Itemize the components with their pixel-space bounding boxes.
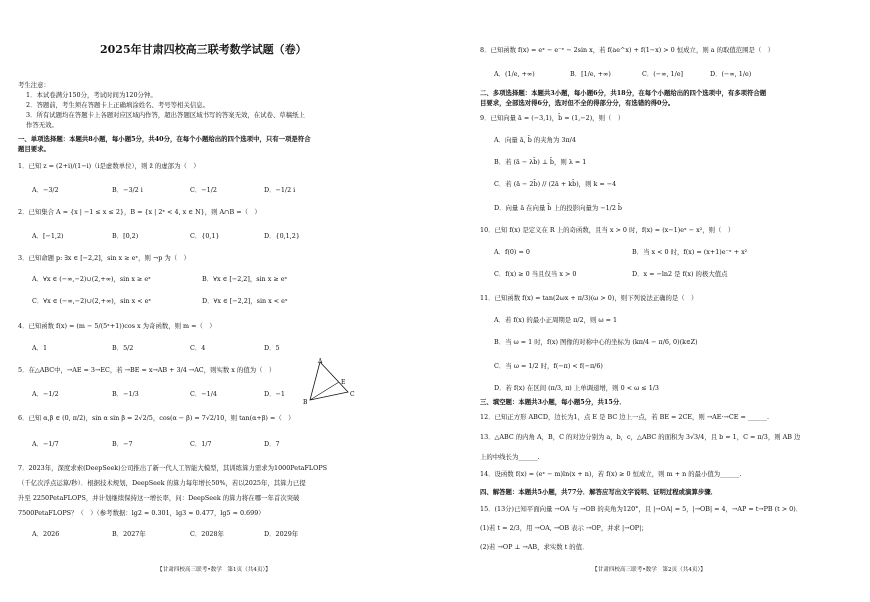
- notice-heading: 考生注意：: [18, 81, 50, 89]
- triangle-figure: [302, 358, 362, 406]
- question-15-part-1: (1)若 t = 2/3，用 →OA, →OB 表示 →OP，并求 |→OP|；: [480, 524, 648, 532]
- question-2-stem: 2．已知集合 A = {x | −1 ≤ x ≤ 2}，B = {x | 2ˣ < 4, x ∈ N}，则 A∩B =（ ）: [18, 208, 261, 216]
- question-12: 12．已知正方形 ABCD，边长为1，点 E 是 BC 边上一点，若 BE = 2CE，则 →AE·→CE = ______.: [480, 413, 770, 421]
- section-heading: 题目要求。: [18, 145, 50, 153]
- option: B．∀x ∈ [−2,2]，sin x ≥ eˣ: [202, 275, 288, 283]
- notice-item: 1．本试卷满分150分，考试时间为120分钟。: [26, 91, 157, 99]
- option: D．5: [264, 344, 280, 352]
- option: A．向量 ā, b̄ 的夹角为 3π/4: [494, 136, 576, 144]
- option: A．(1/e, +∞): [494, 70, 535, 78]
- vertex-label: C: [350, 391, 355, 398]
- option: A．∀x ∈ (−∞,−2)∪(2,+∞)，sin x ≥ eˣ: [32, 275, 151, 283]
- option: C．1/7: [190, 440, 212, 448]
- option: C．−1/2: [190, 186, 217, 194]
- option: A．2026: [32, 530, 60, 538]
- option: D．2029年: [264, 530, 299, 538]
- section-heading: 一、单项选择题：本题共8小题，每小题5分，共40分，在每个小题给出的四个选项中，只有一项是符合: [18, 135, 311, 143]
- question-6-stem: 6．已知 α,β ∈ (0, π/2)，sin α sin β = 2√2/5，cos(α − β) = 7√2/10，则 tan(α+β) =（ ）: [18, 414, 295, 422]
- question-13-cont: 上的中线长为______.: [480, 453, 540, 461]
- question-11-stem: 11．已知函数 f(x) = tan(2ωx + π/3)(ω > 0)，则下列说法正确的是（ ）: [480, 294, 698, 302]
- question-9-stem: 9．已知向量 ā = (−3,1)，b̄ = (1,−2)，则（ ）: [480, 114, 625, 122]
- option: D．若 f(x) 在区间 (π/3, π) 上单调递增，则 0 < ω ≤ 1/3: [494, 384, 659, 392]
- question-14: 14．设函数 f(x) = (eˣ − m)ln(x + n)，若 f(x) ≥ 0 恒成立，则 m + n 的最小值为______.: [480, 470, 742, 478]
- option: C．若 (ā − 2b̄) // (2ā + kb̄)，则 k = −4: [494, 180, 617, 188]
- option: D．−1/2 i: [264, 186, 296, 194]
- option: B．2027年: [112, 530, 146, 538]
- option: A．若 f(x) 的最小正周期是 π/2，则 ω = 1: [494, 316, 618, 324]
- option: A．−3/2: [32, 186, 59, 194]
- option: D．7: [264, 440, 280, 448]
- option: C．{0,1}: [190, 232, 220, 240]
- option: B．−1/3: [112, 390, 139, 398]
- question-13: 13．△ABC 的内角 A，B，C 的对边分别为 a，b，c，△ABC 的面积为 3√3/4，且 b = 1，C = π/3，则 AB 边: [480, 433, 801, 441]
- option: C．−1/4: [190, 390, 217, 398]
- option: D．(−∞, 1/e): [710, 70, 752, 78]
- page-2: [442, 0, 862, 602]
- vertex-label: B: [303, 399, 308, 406]
- option: C．∀x ∈ (−∞,−2)∪(2,+∞)，sin x < eˣ: [32, 297, 152, 305]
- page-1: [12, 0, 432, 602]
- section-heading: 二、多项选择题：本题共3小题，每小题6分，共18分，在每个小题给出的四个选项中，有多项符合题: [480, 89, 767, 97]
- vertex-label: A: [318, 358, 323, 365]
- option: C．当 ω = 1/2 时，f(−π) < f(−π/6): [494, 362, 603, 370]
- option: D．向量 ā 在向量 b̄ 上的投影向量为 −1/2 b̄: [494, 204, 623, 212]
- option: A．f(0) = 0: [494, 248, 530, 256]
- question-5-stem: 5．在△ABC中，→AE = 3→EC，若 →BE = x→AB + 3/4 →AC，则实数 x 的值为（ ）: [18, 366, 276, 374]
- option: C．2028年: [190, 530, 224, 538]
- option: A．−1/2: [32, 390, 59, 398]
- notice-item: 作答无效。: [26, 121, 58, 129]
- option: B．5/2: [112, 344, 134, 352]
- vertex-label: E: [341, 379, 346, 386]
- notice-item: 3．所有试题均在答题卡上各题对应区域内作答，超出答题区域书写的答案无效，在试卷、草稿纸上: [26, 111, 305, 119]
- option: D．x = −ln2 是 f(x) 的极大值点: [632, 270, 728, 278]
- section-heading: 目要求，全部选对得6分，选对但不全的得部分分，有选错的得0分。: [480, 99, 675, 107]
- option: A．[−1,2): [32, 232, 64, 240]
- section-heading: 三、填空题：本题共3小题，每小题5分，共15分．: [480, 398, 626, 406]
- notice-item: 2．答题前，考生须在答题卡上正确填涂姓名、考号等相关信息。: [26, 101, 210, 109]
- option: B．−7: [112, 440, 133, 448]
- option: C．4: [190, 344, 206, 352]
- option: D．∀x ∈ [−2,2]，sin x < eˣ: [202, 297, 288, 305]
- option: C．(−∞, 1/e]: [642, 70, 684, 78]
- question-10-stem: 10．已知 f(x) 是定义在 R 上的奇函数，且当 x > 0 时，f(x) = (x−1)eˣ − x²，则（ ）: [480, 226, 735, 234]
- option: A．1: [32, 344, 48, 352]
- question-7-line: 7．2023年，深度求索(DeepSeek)公司推出了新一代人工智能大模型，其训练算力需求为1000PetaFLOPS: [18, 464, 328, 472]
- question-7-line: 升至 2250PetaFLOPS，并计划继续保持这一增长率，问：DeepSeek 的算力将在哪一年首次突破: [18, 494, 300, 502]
- option: B．−3/2 i: [112, 186, 143, 194]
- question-7-line: 7500PetaFLOPS？（ ）（参考数据：lg2 ≈ 0.301，lg3 ≈ 0.477，lg5 ≈ 0.699）: [18, 509, 265, 517]
- option: B．若 (ā − λb̄) ⊥ b̄，则 λ = 1: [494, 158, 587, 166]
- section-heading: 四、解答题：本题共5小题，共77分．解答应写出文字说明、证明过程或演算步骤．: [480, 488, 718, 496]
- option: D．{0,1,2}: [264, 232, 300, 240]
- option: D．−1: [264, 390, 285, 398]
- option: B．当 x < 0 时，f(x) = (x+1)e⁻ˣ + x²: [632, 248, 748, 256]
- page-footer: 【甘肃四校高三联考•数学 第1页（共4页）】: [157, 567, 271, 573]
- exam-title: 2025年甘肃四校高三联考数学试题（卷）: [100, 43, 307, 56]
- question-1-stem: 1．已知 z = (2+i)/(1−i)（i是虚数单位），则 z̄ 的虚部为（ ）: [18, 162, 200, 170]
- option: B．当 ω = 1 时，f(x) 图像的对称中心的坐标为 (kπ/4 − π/6, 0)(k∈Z): [494, 338, 698, 346]
- option: B．[1/e, +∞): [570, 70, 611, 78]
- option: C．f(x) ≥ 0 当且仅当 x > 0: [494, 270, 577, 278]
- question-7-line: （千亿次浮点运算/秒）．根据技术规划，DeepSeek 的算力每年增长50%，若以2025年，其算力已提: [18, 479, 306, 487]
- question-15: 15．(13分)已知平面向量 →OA 与 →OB 的夹角为120°，且 |→OA| = 5，|→OB| = 4，→AP = t→PB (t > 0)．: [480, 505, 803, 513]
- question-4-stem: 4．已知函数 f(x) = (m − 5/(5ˣ+1))cos x 为奇函数，则 m =（ ）: [18, 322, 216, 330]
- option: A．−1/7: [32, 440, 59, 448]
- page-footer: 【甘肃四校高三联考•数学 第2页（共4页）】: [592, 567, 706, 573]
- question-3-stem: 3．已知命题 p: ∃x ∈ [−2,2]，sin x ≥ eˣ，则 ¬p 为（ ）: [18, 254, 190, 262]
- question-8-stem: 8．已知函数 f(x) = eˣ − e⁻ˣ − 2sin x，若 f(ae^x) + f(1−x) > 0 恒成立，则 a 的取值范围是（ ）: [480, 46, 775, 54]
- option: B．[0,2): [112, 232, 139, 240]
- question-15-part-2: (2)若 →OP ⊥ →AB，求实数 t 的值．: [480, 543, 589, 551]
